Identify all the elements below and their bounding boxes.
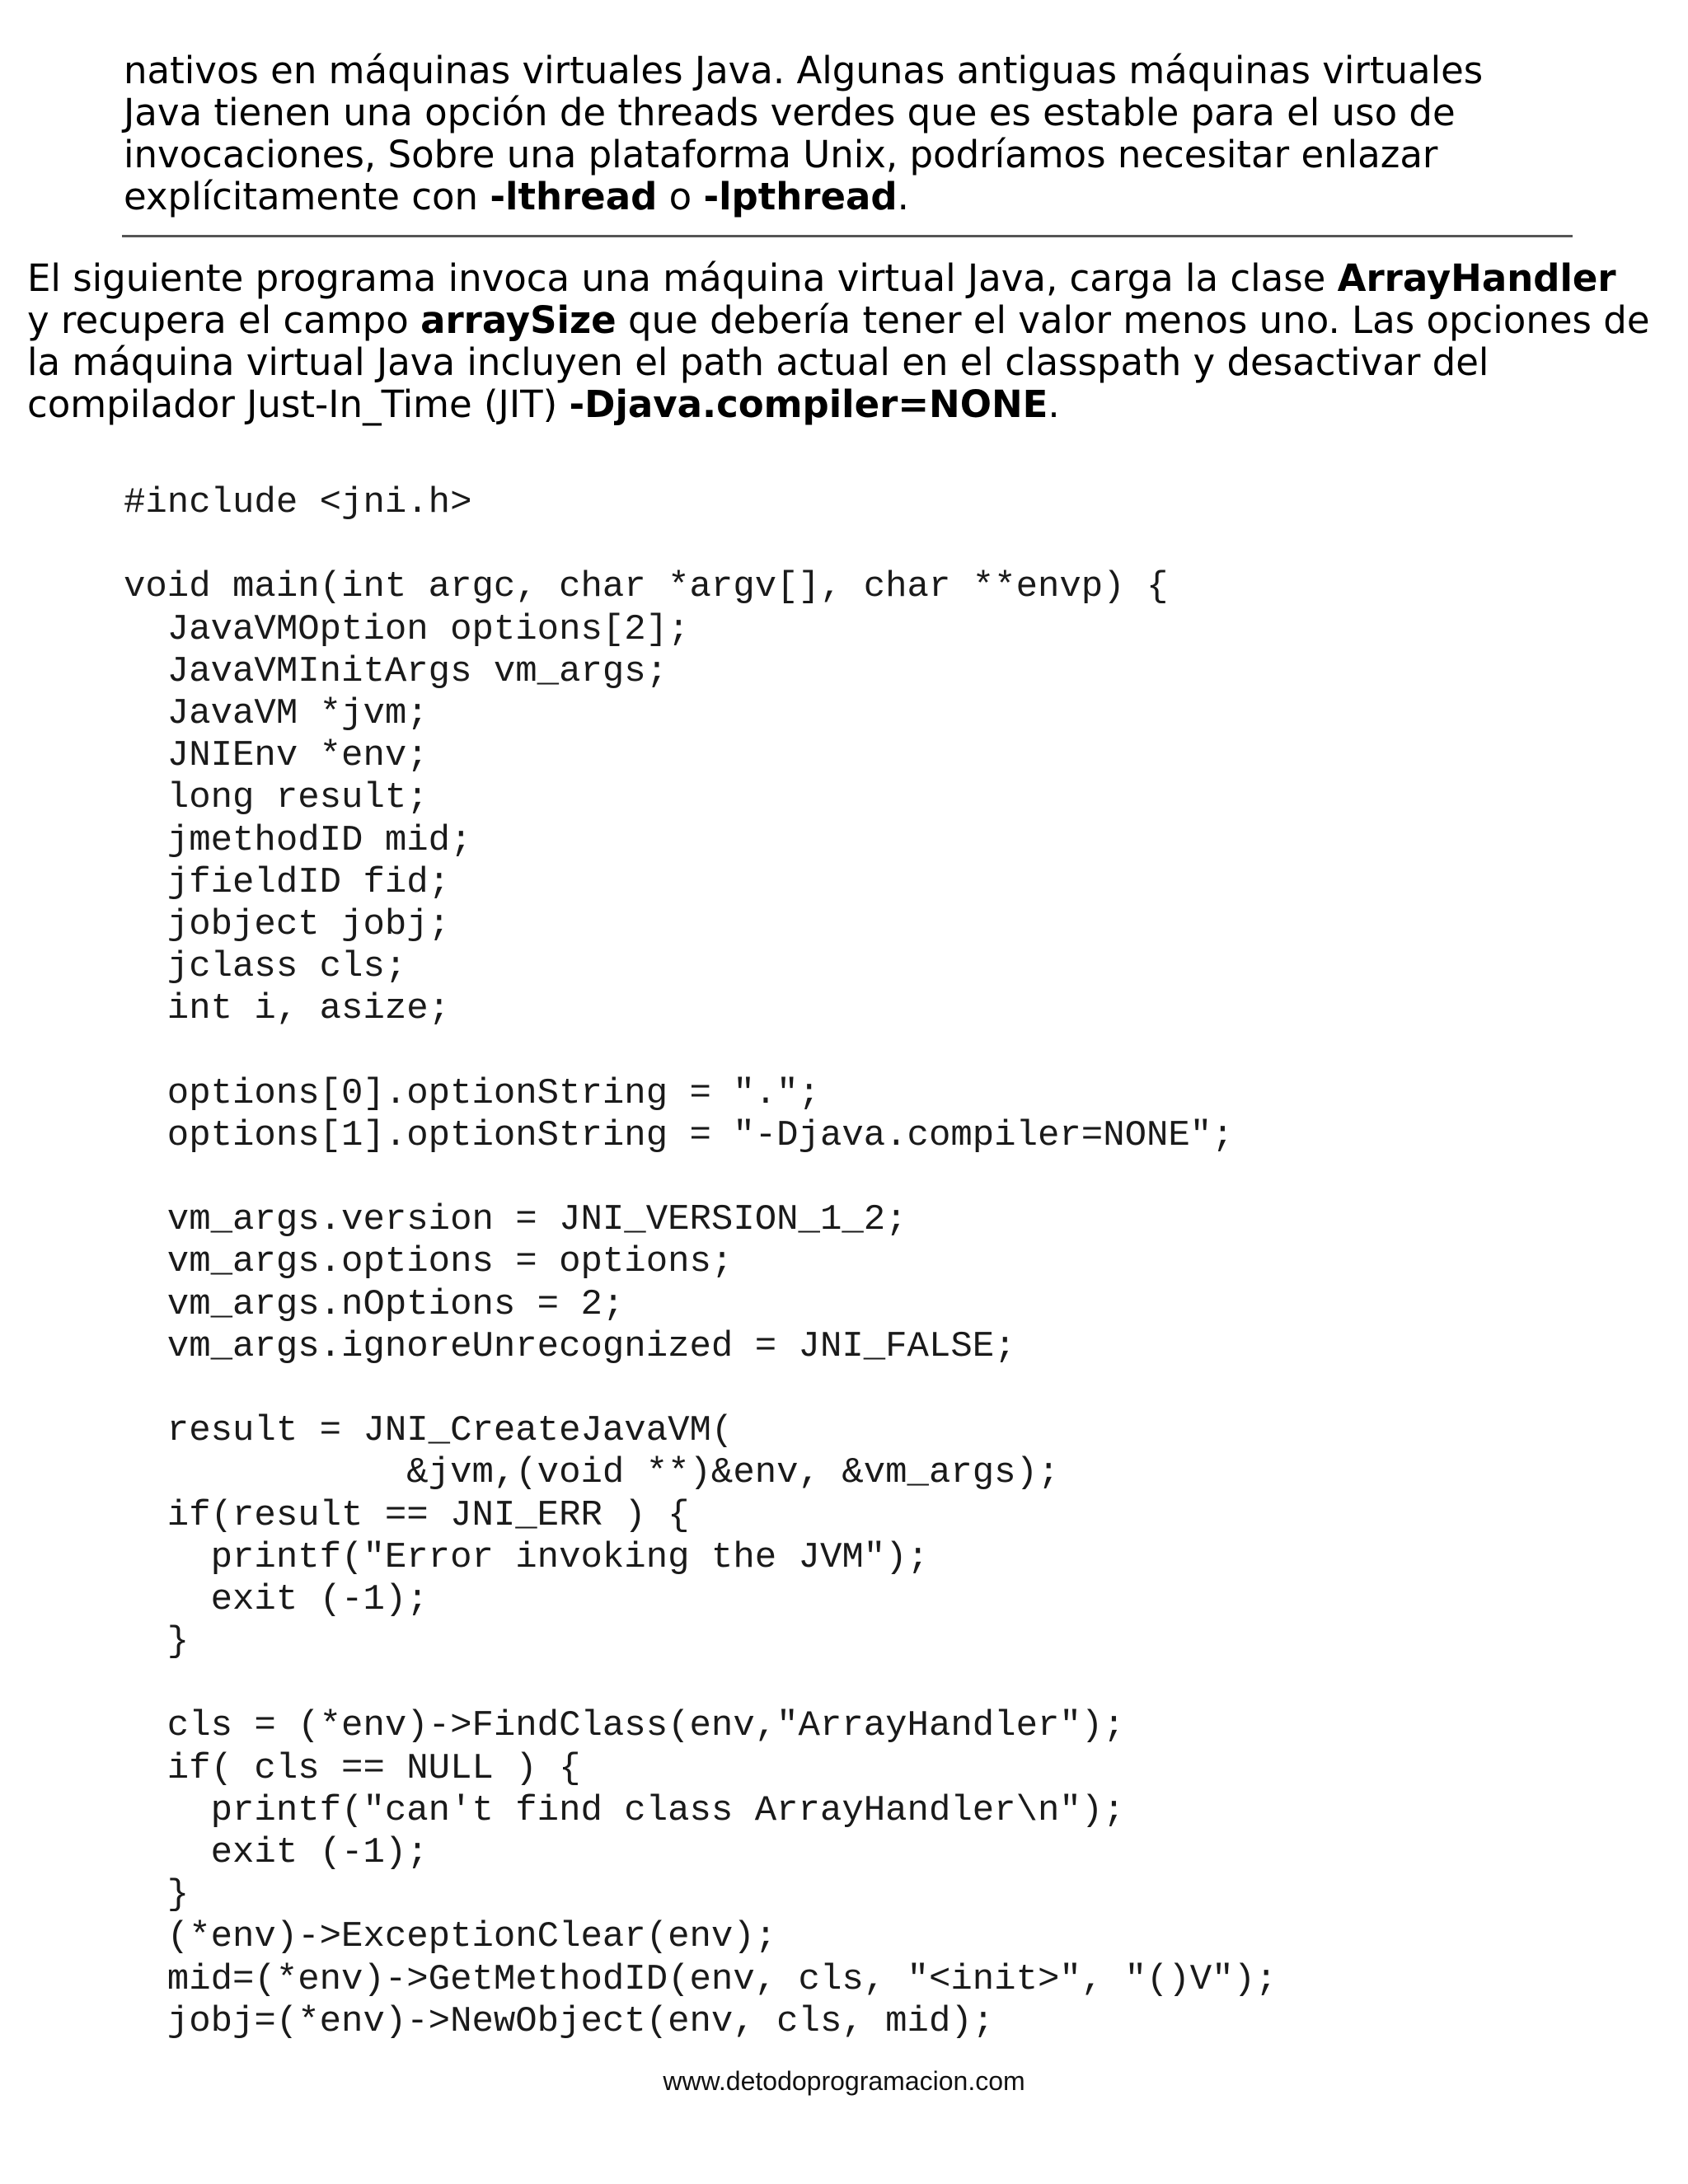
code-line: vm_args.version = JNI_VERSION_1_2;	[124, 1199, 907, 1241]
class-name-highlight: ArrayHandler	[1337, 256, 1616, 300]
code-line: printf("Error invoking the JVM");	[124, 1536, 929, 1578]
paragraph-line	[27, 257, 1667, 299]
code-line	[124, 1157, 1277, 1199]
paragraph-line: la máquina virtual Java incluyen el path actual en el classpath y desactivar del	[27, 340, 1489, 384]
code-line: vm_args.nOptions = 2;	[124, 1283, 625, 1325]
paragraph-line	[27, 383, 1667, 425]
lthread-flag: -lthread	[490, 175, 658, 218]
code-line: jclass cls;	[124, 946, 407, 988]
code-line: #include <jni.h>	[124, 482, 472, 523]
paragraph-text: .	[1048, 382, 1060, 426]
code-line: &jvm,(void **)&env, &vm_args);	[124, 1452, 1060, 1494]
code-line: JavaVMOption options[2];	[124, 608, 690, 650]
paragraph-text: El siguiente programa invoca una máquina virtual Java, carga la clase	[27, 256, 1338, 300]
paragraph-line	[27, 299, 1667, 341]
code-listing	[124, 482, 1277, 2043]
footer-url: www.detodoprogramacion.com	[663, 2066, 1025, 2096]
code-line	[124, 524, 1277, 566]
code-line: jfieldID fid;	[124, 861, 451, 903]
code-line: (*env)->ExceptionClear(env);	[124, 1916, 777, 1958]
code-line: exit (-1);	[124, 1832, 429, 1873]
compiler-option-highlight: -Djava.compiler=NONE	[569, 382, 1048, 426]
note-line: nativos en máquinas virtuales Java. Algunas antiguas máquinas virtuales	[124, 49, 1484, 92]
code-line: result = JNI_CreateJavaVM(	[124, 1410, 734, 1452]
paragraph-text: que debería tener el valor menos uno. Las opciones de	[616, 298, 1650, 342]
lpthread-flag: -lpthread	[703, 175, 898, 218]
note-divider	[122, 235, 1573, 237]
code-line: }	[124, 1874, 190, 1916]
code-line: if( cls == NULL ) {	[124, 1747, 581, 1789]
code-line: void main(int argc, char *argv[], char **envp) {	[124, 566, 1169, 608]
note-text: .	[897, 175, 909, 218]
code-line: JavaVMInitArgs vm_args;	[124, 650, 668, 692]
body-paragraph	[27, 257, 1667, 425]
note-line: invocaciones, Sobre una plataforma Unix, podríamos necesitar enlazar	[124, 133, 1438, 176]
code-line: JNIEnv *env;	[124, 735, 429, 777]
code-line: JavaVM *jvm;	[124, 692, 429, 734]
note-block	[124, 49, 1574, 218]
code-line: cls = (*env)->FindClass(env,"ArrayHandler");	[124, 1705, 1125, 1747]
note-text: o	[657, 175, 704, 218]
code-line: long result;	[124, 777, 429, 819]
code-line: int i, asize;	[124, 988, 451, 1030]
note-line: Java tienen una opción de threads verdes que es estable para el uso de	[124, 91, 1456, 134]
code-line	[124, 1663, 1277, 1705]
paragraph-text: y recupera el campo	[27, 298, 421, 342]
paragraph-text: compilador Just-In_Time (JIT)	[27, 382, 570, 426]
note-line	[124, 176, 1574, 218]
code-line: vm_args.options = options;	[124, 1241, 734, 1283]
code-line: options[1].optionString = "-Djava.compiler=NONE";	[124, 1114, 1234, 1156]
code-line: jobj=(*env)->NewObject(env, cls, mid);	[124, 2000, 995, 2042]
code-line: jmethodID mid;	[124, 819, 472, 861]
code-line: mid=(*env)->GetMethodID(env, cls, "<init>", "()V");	[124, 1958, 1278, 2000]
code-line: options[0].optionString = ".";	[124, 1072, 820, 1114]
code-line: printf("can't find class ArrayHandler\n");	[124, 1789, 1125, 1831]
code-line: }	[124, 1621, 190, 1663]
code-line	[124, 1368, 1277, 1410]
code-line: exit (-1);	[124, 1578, 429, 1620]
note-text: explícitamente con	[124, 175, 490, 218]
code-line	[124, 1030, 1277, 1072]
code-line: if(result == JNI_ERR ) {	[124, 1494, 690, 1536]
code-line: jobject jobj;	[124, 903, 451, 945]
code-line: vm_args.ignoreUnrecognized = JNI_FALSE;	[124, 1325, 1016, 1367]
field-name-highlight: arraySize	[420, 298, 617, 342]
